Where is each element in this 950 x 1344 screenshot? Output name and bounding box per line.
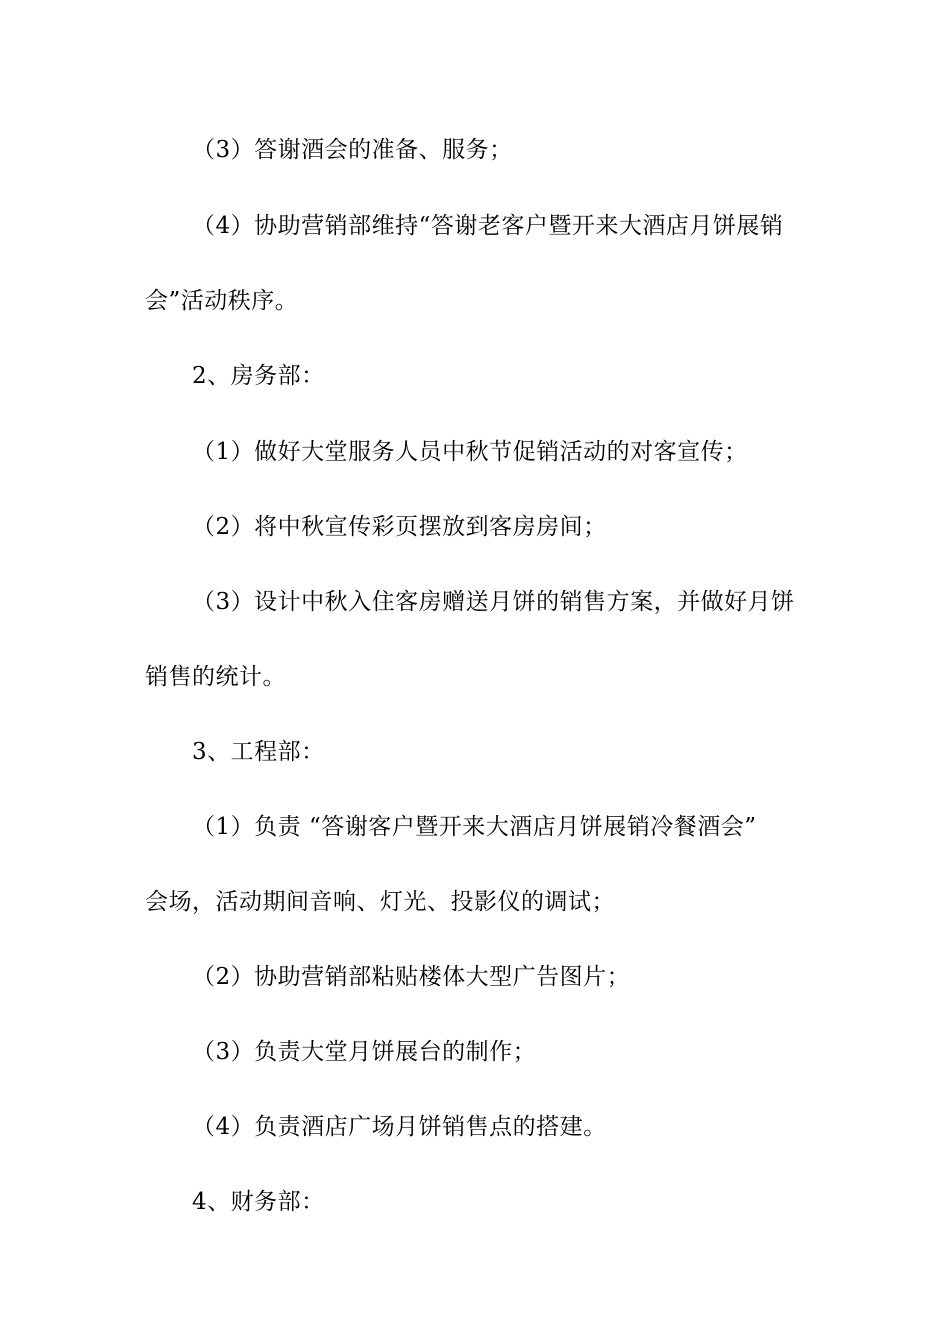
text-line: （2）将中秋宣传彩页摆放到客房房间； xyxy=(192,514,607,540)
section-heading: 2、房务部： xyxy=(192,363,325,389)
text-line: 会”活动秩序。 xyxy=(145,288,299,314)
section-heading: 3、工程部： xyxy=(192,739,325,765)
text-line: （4）协助营销部维持“答谢老客户暨开来大酒店月饼展销 xyxy=(192,213,784,239)
text-line: （1）做好大堂服务人员中秋节促销活动的对客宣传； xyxy=(192,439,748,465)
section-heading: 4、财务部： xyxy=(192,1189,325,1215)
text-line: 会场，活动期间音响、灯光、投影仪的调试； xyxy=(145,889,615,915)
text-line: 销售的统计。 xyxy=(145,664,286,690)
text-line: （1）负责 “答谢客户暨开来大酒店月饼展销冷餐酒会” xyxy=(192,814,757,840)
text-line: （2）协助营销部粘贴楼体大型广告图片； xyxy=(192,964,631,990)
text-line: （3）负责大堂月饼展台的制作； xyxy=(192,1039,537,1065)
text-line: （3）设计中秋入住客房赠送月饼的销售方案，并做好月饼 xyxy=(192,589,795,615)
text-line: （3）答谢酒会的准备、服务； xyxy=(192,137,513,163)
text-line: （4）负责酒店广场月饼销售点的搭建。 xyxy=(192,1114,607,1140)
